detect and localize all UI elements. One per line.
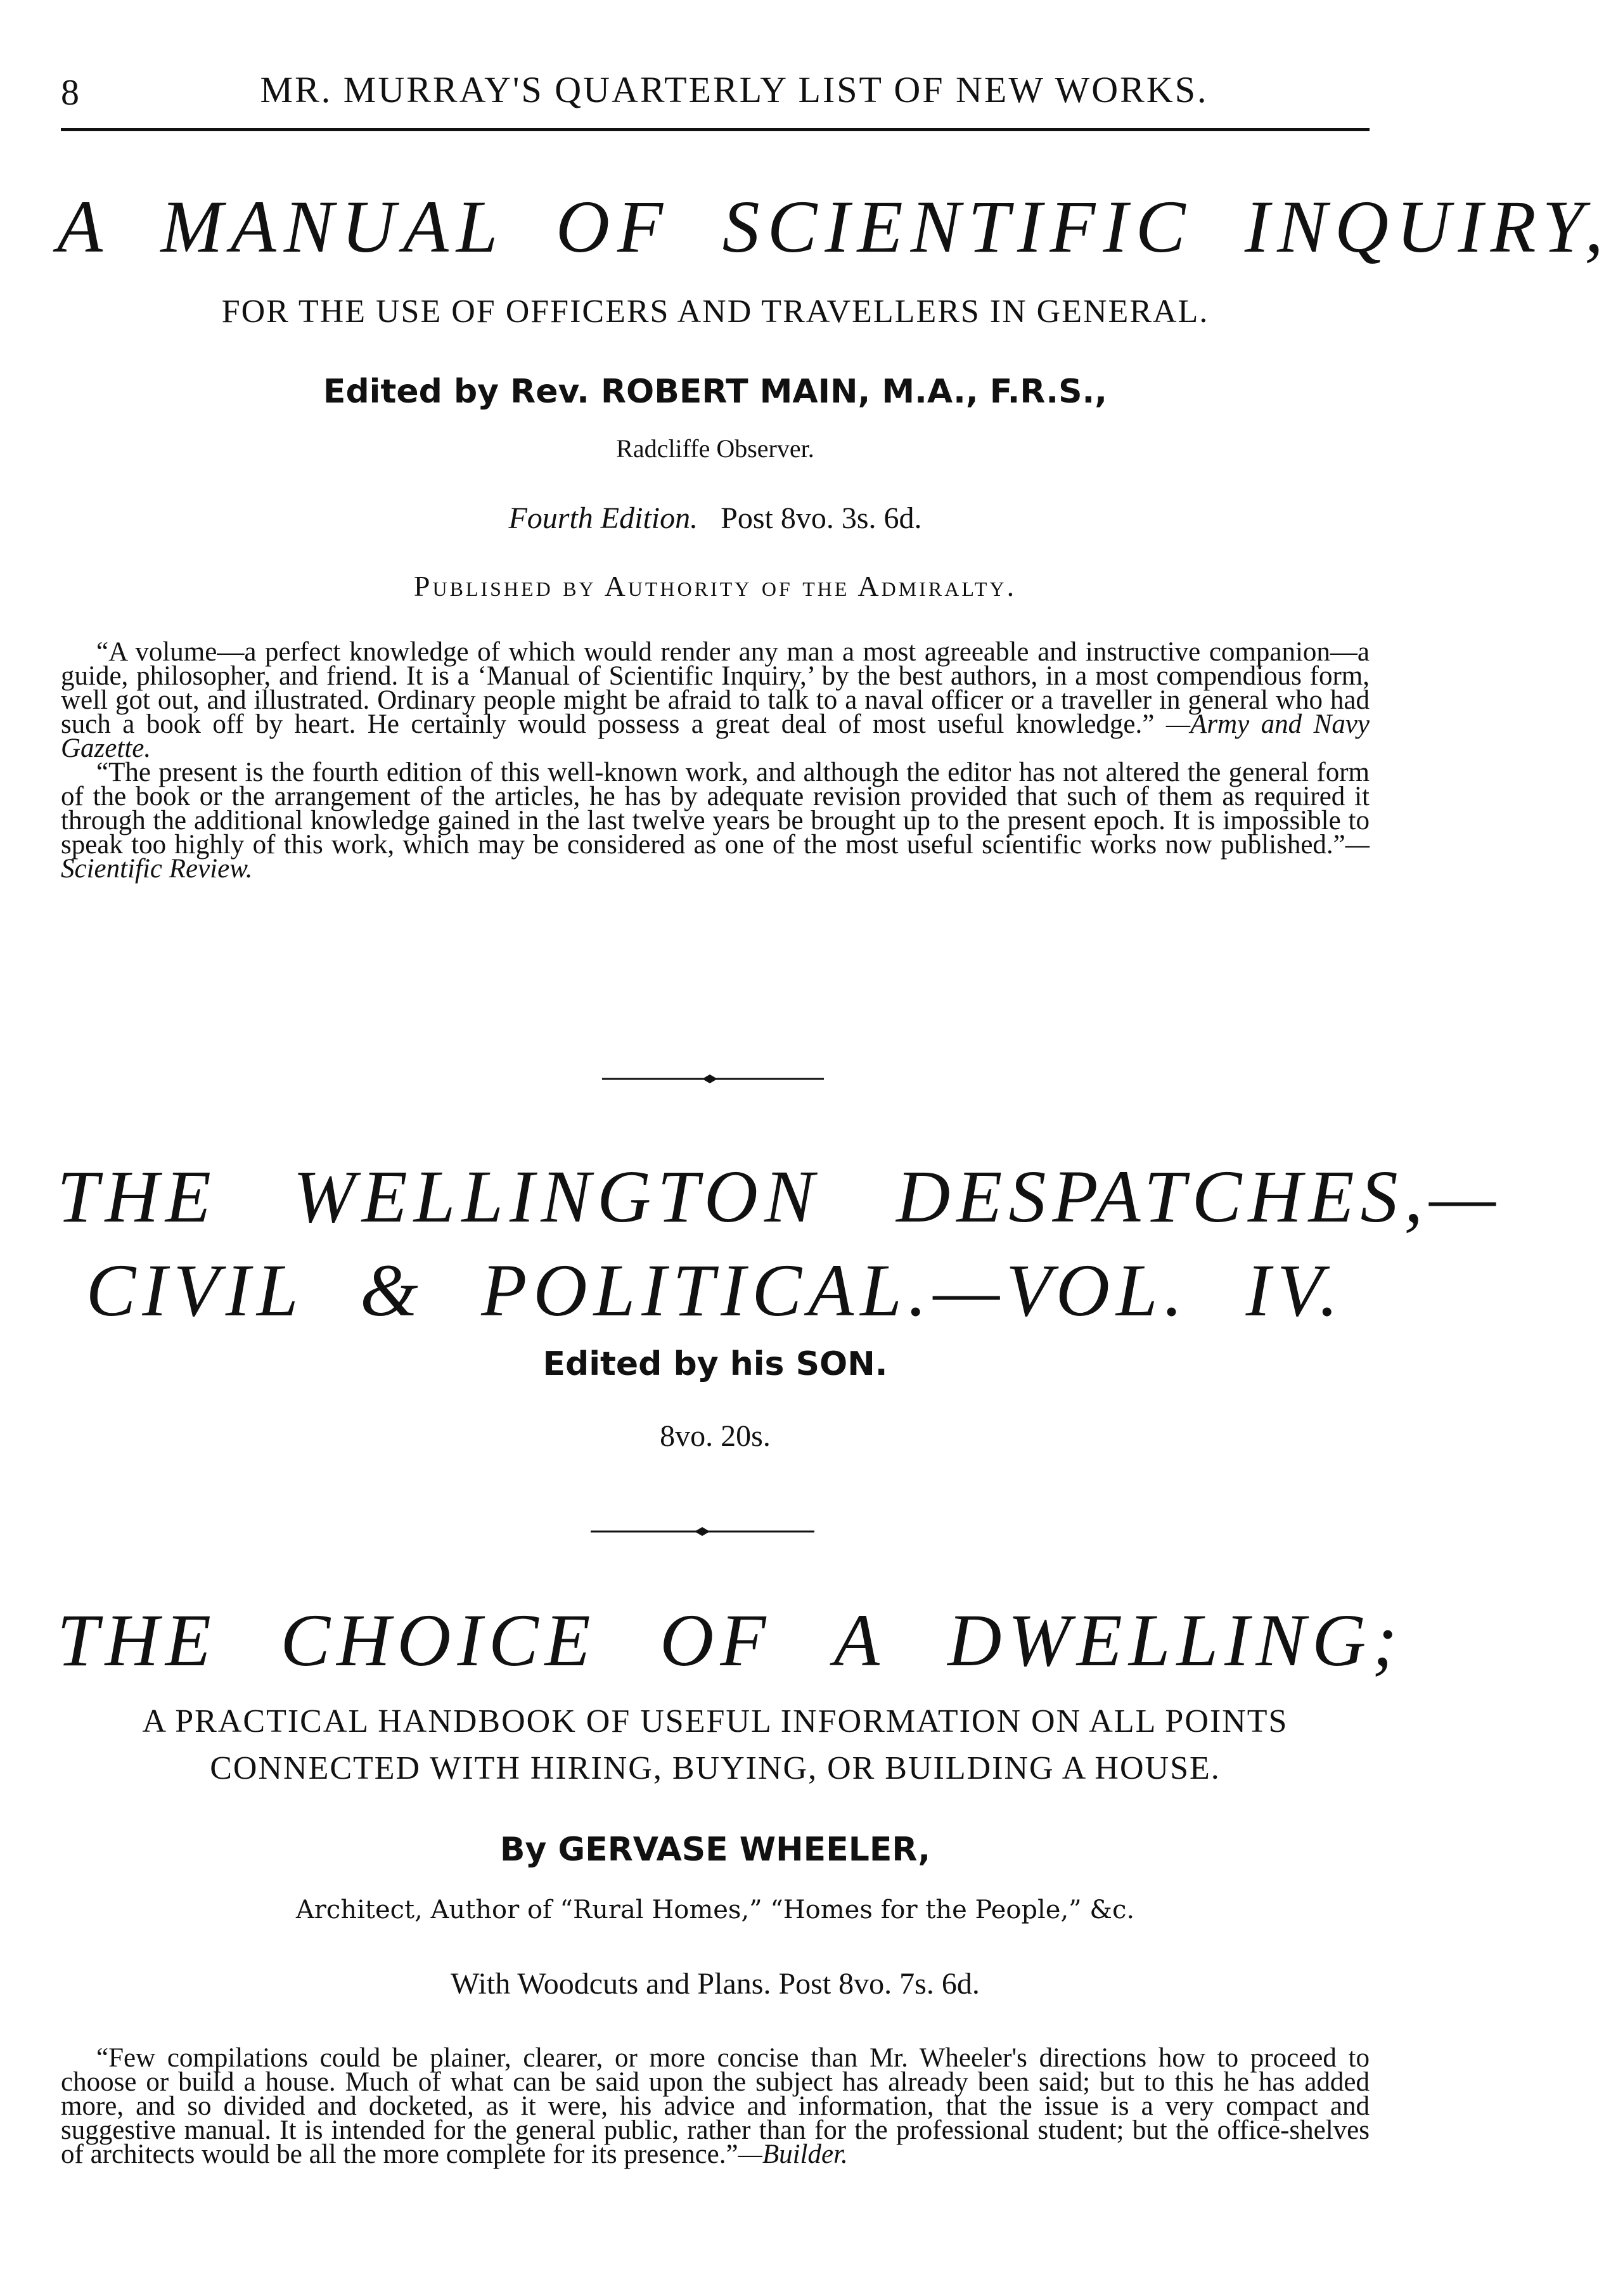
- book2-format-price: 8vo. 20s.: [660, 1419, 771, 1453]
- section-divider: [0, 1525, 1430, 1538]
- book2-title-line-1: THE WELLINGTON DESPATCHES,—: [57, 1155, 1503, 1238]
- review-source: —Builder.: [738, 2139, 848, 2169]
- book1-edition-line: [57, 501, 1373, 536]
- book1-reviews: [61, 637, 1370, 884]
- book1-editor: Edited by Rev. ROBERT MAIN, M.A., F.R.S.,: [323, 373, 1108, 411]
- book1-editor-role: Radcliffe Observer.: [616, 434, 814, 463]
- review-text: “A volume—a perfect knowledge of which would render any man a most agreeable and instructive companion—a guide, philosopher, and friend. It is a ‘Manual of Scientific Inquiry,’ by the best authors, in a most compendious form, well got out, and illustrated. Ordinary people might be afraid to talk to a naval officer or a traveller in general who had such a book off by heart. He certainly would possess a great deal of most useful knowledge.”: [61, 637, 1370, 739]
- page-number: 8: [61, 72, 79, 113]
- book3-author: By GERVASE WHEELER,: [499, 1831, 931, 1869]
- book3-title: THE CHOICE OF A DWELLING;: [57, 1599, 1404, 1682]
- book2-title-line-2: CIVIL & POLITICAL.—VOL. IV.: [86, 1249, 1345, 1332]
- book3-review: [61, 2043, 1370, 2169]
- book1-review-1: [61, 637, 1370, 763]
- book3-author-role: Architect, Author of “Rural Homes,” “Homes for the People,” &c.: [295, 1895, 1135, 1925]
- book1-review-2: [61, 758, 1370, 884]
- section-divider: [0, 1073, 1430, 1085]
- book3-subtitle-line-1: A PRACTICAL HANDBOOK OF USEFUL INFORMATION ON ALL POINTS: [142, 1703, 1288, 1739]
- book3-format-price: With Woodcuts and Plans. Post 8vo. 7s. 6d.: [451, 1967, 980, 2001]
- review-text: “Few compilations could be plainer, clearer, or more concise than Mr. Wheeler's directions how to proceed to choose or build a house. Much of what can be said upon the subject has already been said; but to this he has added more, and so divided and docketed, as it were, his advice and information, that the issue is a very compact and suggestive manual. It is intended for the general public, rather than for the professional student; but the office-shelves of architects would be all the more complete for its presence.”: [61, 2043, 1370, 2169]
- running-title: MR. MURRAY'S QUARTERLY LIST OF NEW WORKS.: [260, 69, 1209, 110]
- book3-subtitle-line-2: CONNECTED WITH HIRING, BUYING, OR BUILDING A HOUSE.: [210, 1750, 1221, 1786]
- header-rule: [61, 128, 1370, 131]
- book1-subtitle: FOR THE USE OF OFFICERS AND TRAVELLERS IN GENERAL.: [221, 293, 1209, 330]
- review-text: “The present is the fourth edition of this well-known work, and although the editor has not altered the general form of the book or the arrangement of the articles, he has by adequate revision provided that such of them as required it through the additional knowledge gained in the last twelve years be brought up to the present epoch. It is impossible to speak too highly of this work, which may be considered as one of the most useful scientific works now published.”: [61, 758, 1370, 860]
- book2-editor: Edited by his SON.: [542, 1345, 888, 1383]
- book1-edition: Fourth Edition.: [508, 501, 698, 535]
- book1-authority: Published by Authority of the Admiralty.: [413, 570, 1017, 602]
- review-source: —Army and Navy Gazette.: [61, 709, 1370, 763]
- page-header: [61, 62, 1370, 119]
- review-source: —Scientific Review.: [61, 830, 1370, 884]
- book3-review-paragraph: [61, 2043, 1370, 2169]
- book1-title: A MANUAL OF SCIENTIFIC INQUIRY,: [57, 185, 1611, 268]
- book1-format-price: Post 8vo. 3s. 6d.: [721, 501, 922, 535]
